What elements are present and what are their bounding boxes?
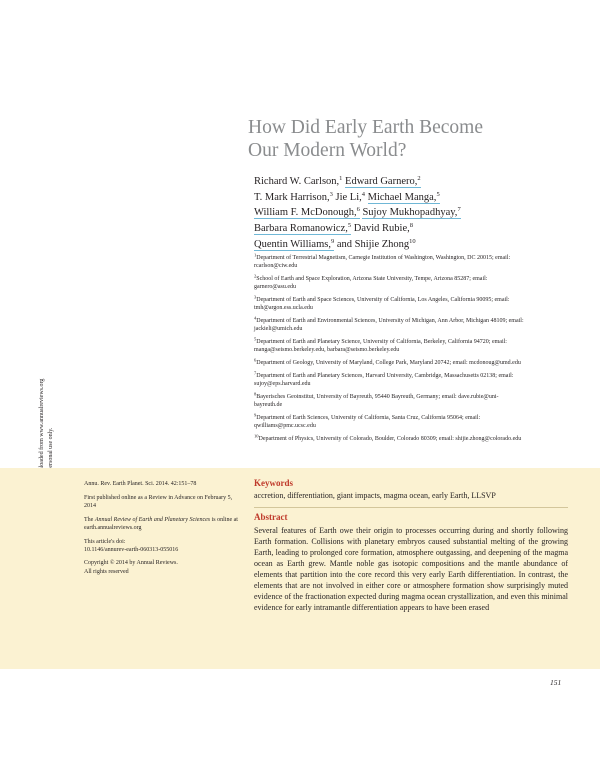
keywords-text: accretion, differentiation, giant impacts, magma ocean, early Earth, LLSVP <box>254 491 496 500</box>
journal-name: Annual Review of Earth and Planetary Sciences <box>94 516 211 523</box>
affiliation-item: $^8$Bayerisches Geoinstitut, University of Bayreuth, 95440 Bayreuth, Germany; email: dave.rubie@uni-bayreuth.de <box>254 391 499 408</box>
author-rubie: David Rubie,$^8$ <box>353 222 414 235</box>
doi-link[interactable]: 10.1146/annurev-earth-060313-055016 <box>84 546 179 553</box>
page-number: 151 <box>550 678 562 687</box>
abstract-heading: Abstract <box>254 512 288 522</box>
journal-availability: The Annual Review of Earth and Planetary Sciences is online at earth.annualreviews.org <box>84 516 238 531</box>
first-published: First published online as a Review in Advance on February 5, 2014 <box>84 494 233 509</box>
citation: Annu. Rev. Earth Planet. Sci. 2014. 42:151–78 <box>84 481 197 487</box>
affiliation-item: $^2$School of Earth and Space Exploration, Arizona State University, Tempe, Arizona 85287; email: garnero@asu.edu <box>254 273 488 291</box>
affiliation-item: $^6$Department of Geology, University of Maryland, College Park, Maryland 20742; email: mcdonoug@umd.edu <box>254 357 521 366</box>
author-list <box>254 174 554 253</box>
affiliation-item: $^9$Department of Earth Sciences, University of California, Santa Cruz, California 95064; email: qwilliams@pmc.ucsc.edu <box>254 412 481 429</box>
affiliation-list <box>254 254 524 448</box>
author-harrison: T. Mark Harrison,$^3$ <box>254 190 333 203</box>
affiliation-item: $^{10}$Department of Physics, University of Colorado, Boulder, Colorado 80309; email: shijie.zhong@colorado.edu <box>254 433 522 442</box>
section-divider <box>254 507 568 508</box>
affiliation-item: $^7$Department of Earth and Planetary Sciences, Harvard University, Cambridge, Massachusetts 02138; email: sujoy@eps.harvard.edu <box>254 370 514 387</box>
affiliation-item: $^4$Department of Earth and Environmental Sciences, University of Michigan, Ann Arbor, Michigan 48109; email: jackieli@umich.edu <box>254 315 524 333</box>
doi-label: This article's doi: <box>84 538 126 545</box>
author-mcdonough[interactable]: William F. McDonough,$^6$ <box>254 206 360 219</box>
author-manga[interactable]: Michael Manga,$^5$ <box>367 190 440 203</box>
copyright: Copyright © 2014 by Annual Reviews. All rights reserved <box>84 560 178 575</box>
keywords-heading: Keywords <box>254 478 293 488</box>
author-garnero[interactable]: Edward Garnero,$^2$ <box>345 175 421 187</box>
doi-block <box>84 538 244 554</box>
affiliation-item: $^1$Department of Terrestrial Magnetism, Carnegie Institution of Washington, Washington, DC 20015; email: rcarlson@ciw.edu <box>254 252 511 270</box>
article-title-line-2: Our Modern World? <box>248 140 407 161</box>
author-li: Jie Li,$^4$ <box>335 190 365 203</box>
author-mukhopadhyay[interactable]: Sujoy Mukhopadhyay,$^7$ <box>362 206 461 219</box>
article-title <box>248 116 568 162</box>
author-romanowicz[interactable]: Barbara Romanowicz,$^5$ <box>254 222 352 235</box>
author-williams[interactable]: Quentin Williams,$^9$ <box>254 237 335 250</box>
article-title-line-1: How Did Early Earth Become <box>248 117 484 138</box>
affiliation-item: $^5$Department of Earth and Planetary Science, University of California, Berkeley, California 94720; email: manga@seismo.berkeley.edu, barbara@seismo.berkeley.edu <box>254 336 507 354</box>
author-carlson: Richard W. Carlson,$^1$ <box>254 175 343 187</box>
article-meta <box>84 480 244 581</box>
author-zhong: and Shijie Zhong$^{10}$ <box>336 237 416 250</box>
affiliation-item: $^3$Department of Earth and Space Sciences, University of California, Los Angeles, California 90095; email: tmh@argon.ess.ucla.edu <box>254 294 510 312</box>
abstract-text: Several features of Earth owe their origin to processes occurring during and shortly following Earth formation. Collisions with planetary embryos caused substantial melting of the growing Earth, leading to prolonged core formation, atmosphere outgassing, and deepening of the magma ocean as Earth grew. Mantle noble gas isotopic compositions and the mantle abundance of elements that partition into the core record this very early Earth differentiation. In contrast, the elements that are not involved in either core or atmosphere formation show surprisingly muted evidence of the fractionation expected during magma ocean crystallization, and even this minimal evidence for early intramantle differentiation appears to have been erased <box>254 526 568 613</box>
